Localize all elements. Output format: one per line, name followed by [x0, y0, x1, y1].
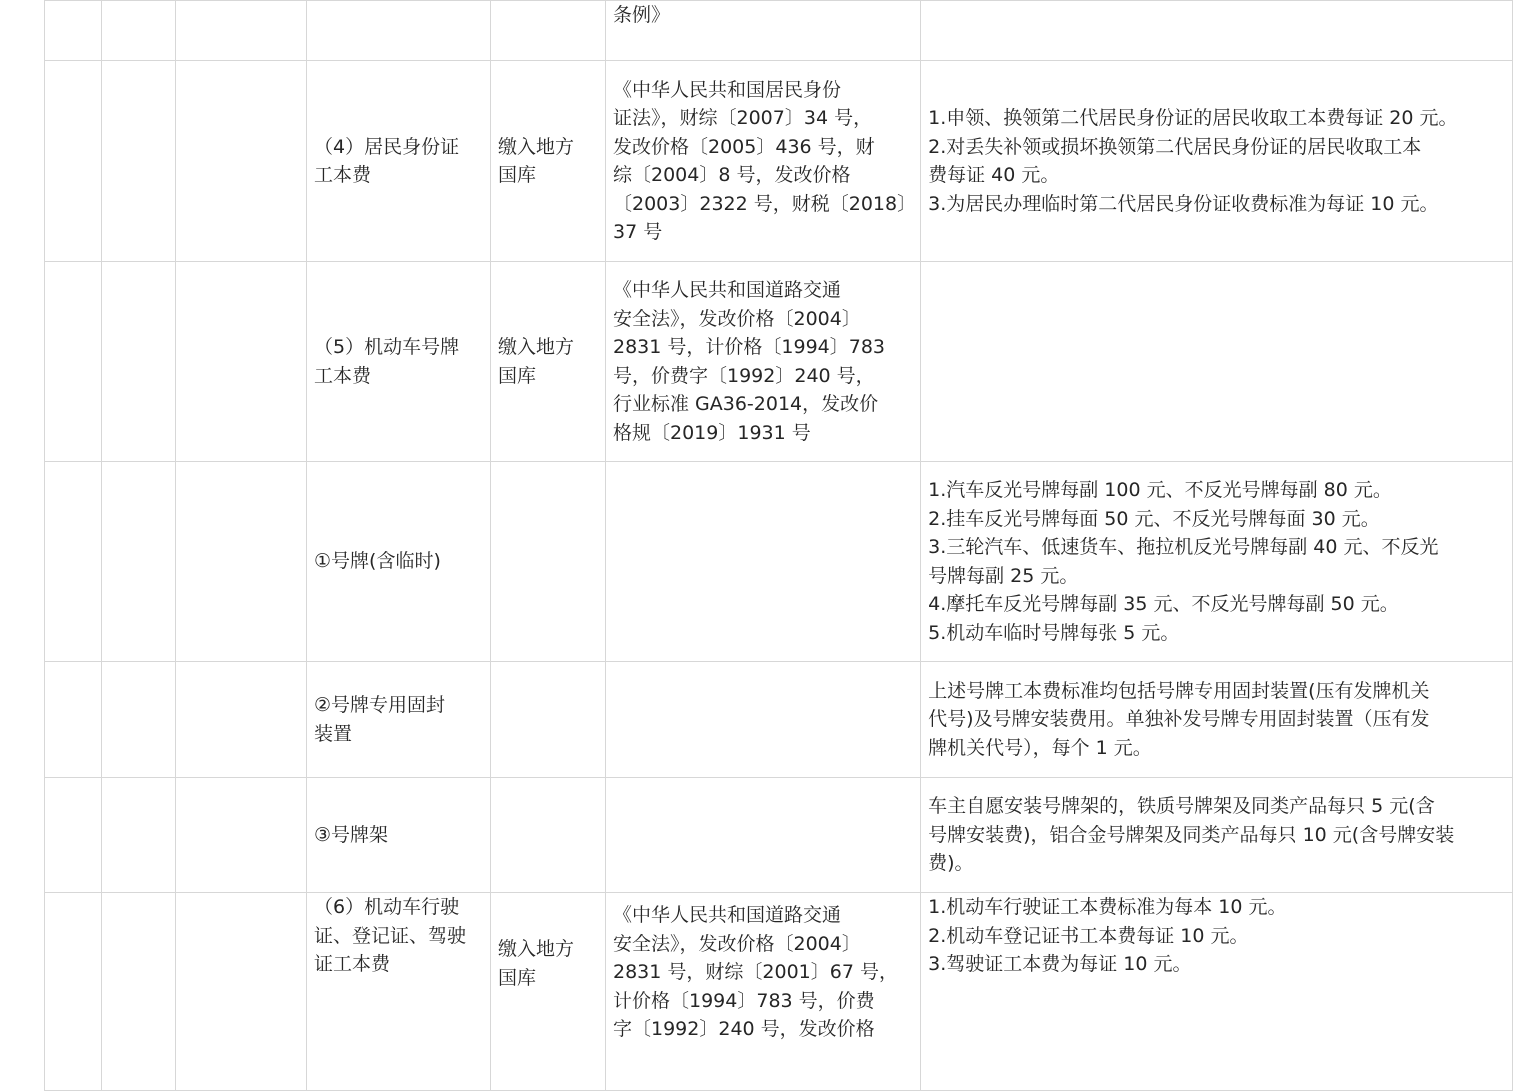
- standard-line: 4.摩托车反光号牌每副 35 元、不反光号牌每副 50 元。: [928, 593, 1399, 615]
- destination-cell: [491, 893, 606, 1091]
- cell-empty: [176, 662, 307, 778]
- basis-line: 证法》，财综〔2007〕34 号，: [613, 107, 873, 129]
- cell-empty: [102, 778, 176, 893]
- basis-line: 发改价格〔2005〕436 号，财: [613, 135, 875, 158]
- basis-line: 《中华人民共和国居民身份: [613, 78, 842, 101]
- standard-cell: [921, 662, 1513, 778]
- item-line: （5）机动车号牌: [314, 336, 460, 358]
- cell-empty: [45, 61, 102, 262]
- basis-line: 条例》: [613, 4, 671, 26]
- cell-empty: [45, 893, 102, 1091]
- item-cell: [307, 262, 491, 462]
- item-cell: [307, 662, 491, 778]
- cell-empty: [176, 893, 307, 1091]
- standard-line: 费每证 40 元。: [928, 164, 1060, 186]
- standard-line: 车主自愿安装号牌架的，铁质号牌架及同类产品每只 5 元(含: [928, 795, 1435, 818]
- cell-empty: [102, 61, 176, 262]
- cell-empty: [102, 1, 176, 61]
- item-line: （4）居民身份证: [314, 135, 460, 158]
- destination-line: 缴入地方: [498, 135, 575, 158]
- standard-line: 上述号牌工本费标准均包括号牌专用固封装置(压有发牌机关: [928, 679, 1430, 702]
- cell-empty: [176, 61, 307, 262]
- standard-line: 3.三轮汽车、低速货车、拖拉机反光号牌每副 40 元、不反光: [928, 536, 1439, 558]
- item-line: ②号牌专用固封: [314, 694, 446, 716]
- standard-cell: [921, 61, 1513, 262]
- destination-cell: [491, 462, 606, 662]
- destination-line: 国库: [498, 364, 537, 387]
- basis-line: 计价格〔1994〕783 号，价费: [613, 989, 875, 1012]
- fee-table: [44, 0, 1513, 1091]
- standard-cell: [921, 778, 1513, 893]
- destination-cell: [491, 662, 606, 778]
- cell-empty: [102, 262, 176, 462]
- table-row: [45, 778, 1513, 893]
- basis-cell: [606, 1, 921, 61]
- cell-empty: [176, 1, 307, 61]
- basis-cell: [606, 61, 921, 262]
- item-line: ①号牌(含临时): [314, 550, 441, 573]
- item-line: 工本费: [314, 364, 372, 387]
- cell-empty: [102, 462, 176, 662]
- standard-cell: [921, 462, 1513, 662]
- basis-line: 2831 号，财综〔2001〕67 号，: [613, 961, 898, 983]
- standard-line: 号牌每副 25 元。: [928, 564, 1079, 587]
- basis-cell: [606, 662, 921, 778]
- standard-line: 号牌安装费)，铝合金号牌架及同类产品每只 10 元(含号牌安装: [928, 823, 1455, 846]
- destination-line: 国库: [498, 164, 537, 186]
- basis-line: 〔2003〕2322 号，财税〔2018〕: [613, 192, 917, 215]
- cell-empty: [45, 778, 102, 893]
- standard-cell: [921, 1, 1513, 61]
- table-row: [45, 462, 1513, 662]
- standard-line: 牌机关代号），每个 1 元。: [928, 736, 1152, 759]
- standard-line: 3.驾驶证工本费为每证 10 元。: [928, 953, 1192, 975]
- basis-line: 字〔1992〕240 号，发改价格: [613, 1018, 875, 1040]
- item-line: 工本费: [314, 164, 372, 186]
- item-line: 证工本费: [314, 953, 391, 975]
- basis-cell: [606, 462, 921, 662]
- standard-line: 3.为居民办理临时第二代居民身份证收费标准为每证 10 元。: [928, 192, 1439, 215]
- basis-line: 《中华人民共和国道路交通: [613, 279, 842, 301]
- basis-line: 37 号: [613, 221, 663, 243]
- destination-cell: [491, 61, 606, 262]
- standard-line: 1.机动车行驶证工本费标准为每本 10 元。: [928, 896, 1287, 918]
- item-cell: [307, 893, 491, 1091]
- basis-line: 安全法》，发改价格〔2004〕: [613, 932, 861, 955]
- basis-line: 格规〔2019〕1931 号: [613, 421, 811, 444]
- standard-line: 2.挂车反光号牌每面 50 元、不反光号牌每面 30 元。: [928, 507, 1380, 530]
- basis-line: 号，价费字〔1992〕240 号，: [613, 364, 875, 387]
- table-row: [45, 61, 1513, 262]
- destination-line: 国库: [498, 966, 537, 989]
- cell-empty: [45, 1, 102, 61]
- cell-empty: [45, 462, 102, 662]
- table-row: [45, 262, 1513, 462]
- destination-line: 缴入地方: [498, 336, 575, 358]
- standard-cell: [921, 262, 1513, 462]
- basis-line: 《中华人民共和国道路交通: [613, 904, 842, 926]
- item-cell: [307, 61, 491, 262]
- basis-line: 安全法》，发改价格〔2004〕: [613, 307, 861, 330]
- basis-line: 2831 号，计价格〔1994〕783: [613, 336, 886, 358]
- cell-empty: [176, 462, 307, 662]
- basis-line: 行业标准 GA36-2014，发改价: [613, 393, 879, 415]
- table-row: [45, 1, 1513, 61]
- basis-cell: [606, 262, 921, 462]
- standard-line: 费)。: [928, 852, 974, 875]
- standard-line: 5.机动车临时号牌每张 5 元。: [928, 621, 1180, 644]
- standard-line: 代号)及号牌安装费用。单独补发号牌专用固封装置（压有发: [928, 708, 1430, 731]
- cell-empty: [45, 662, 102, 778]
- item-line: 装置: [314, 722, 353, 745]
- standard-cell: [921, 893, 1513, 1091]
- destination-cell: [491, 778, 606, 893]
- standard-line: 2.机动车登记证书工本费每证 10 元。: [928, 924, 1249, 947]
- standard-line: 1.申领、换领第二代居民身份证的居民收取工本费每证 20 元。: [928, 107, 1458, 129]
- table-row: [45, 893, 1513, 1091]
- item-cell: [307, 1, 491, 61]
- cell-empty: [45, 262, 102, 462]
- destination-cell: [491, 262, 606, 462]
- destination-cell: [491, 1, 606, 61]
- table-row: [45, 662, 1513, 778]
- item-line: （6）机动车行驶: [314, 896, 460, 918]
- basis-line: 综〔2004〕8 号，发改价格: [613, 164, 851, 186]
- item-cell: [307, 778, 491, 893]
- item-line: 证、登记证、驾驶: [314, 924, 467, 947]
- cell-empty: [102, 893, 176, 1091]
- cell-empty: [176, 262, 307, 462]
- item-line: ③号牌架: [314, 823, 389, 846]
- standard-line: 1.汽车反光号牌每副 100 元、不反光号牌每副 80 元。: [928, 479, 1392, 501]
- standard-line: 2.对丢失补领或损坏换领第二代居民身份证的居民收取工本: [928, 135, 1422, 158]
- cell-empty: [176, 778, 307, 893]
- basis-cell: [606, 893, 921, 1091]
- item-cell: [307, 462, 491, 662]
- cell-empty: [102, 662, 176, 778]
- destination-line: 缴入地方: [498, 938, 575, 960]
- basis-cell: [606, 778, 921, 893]
